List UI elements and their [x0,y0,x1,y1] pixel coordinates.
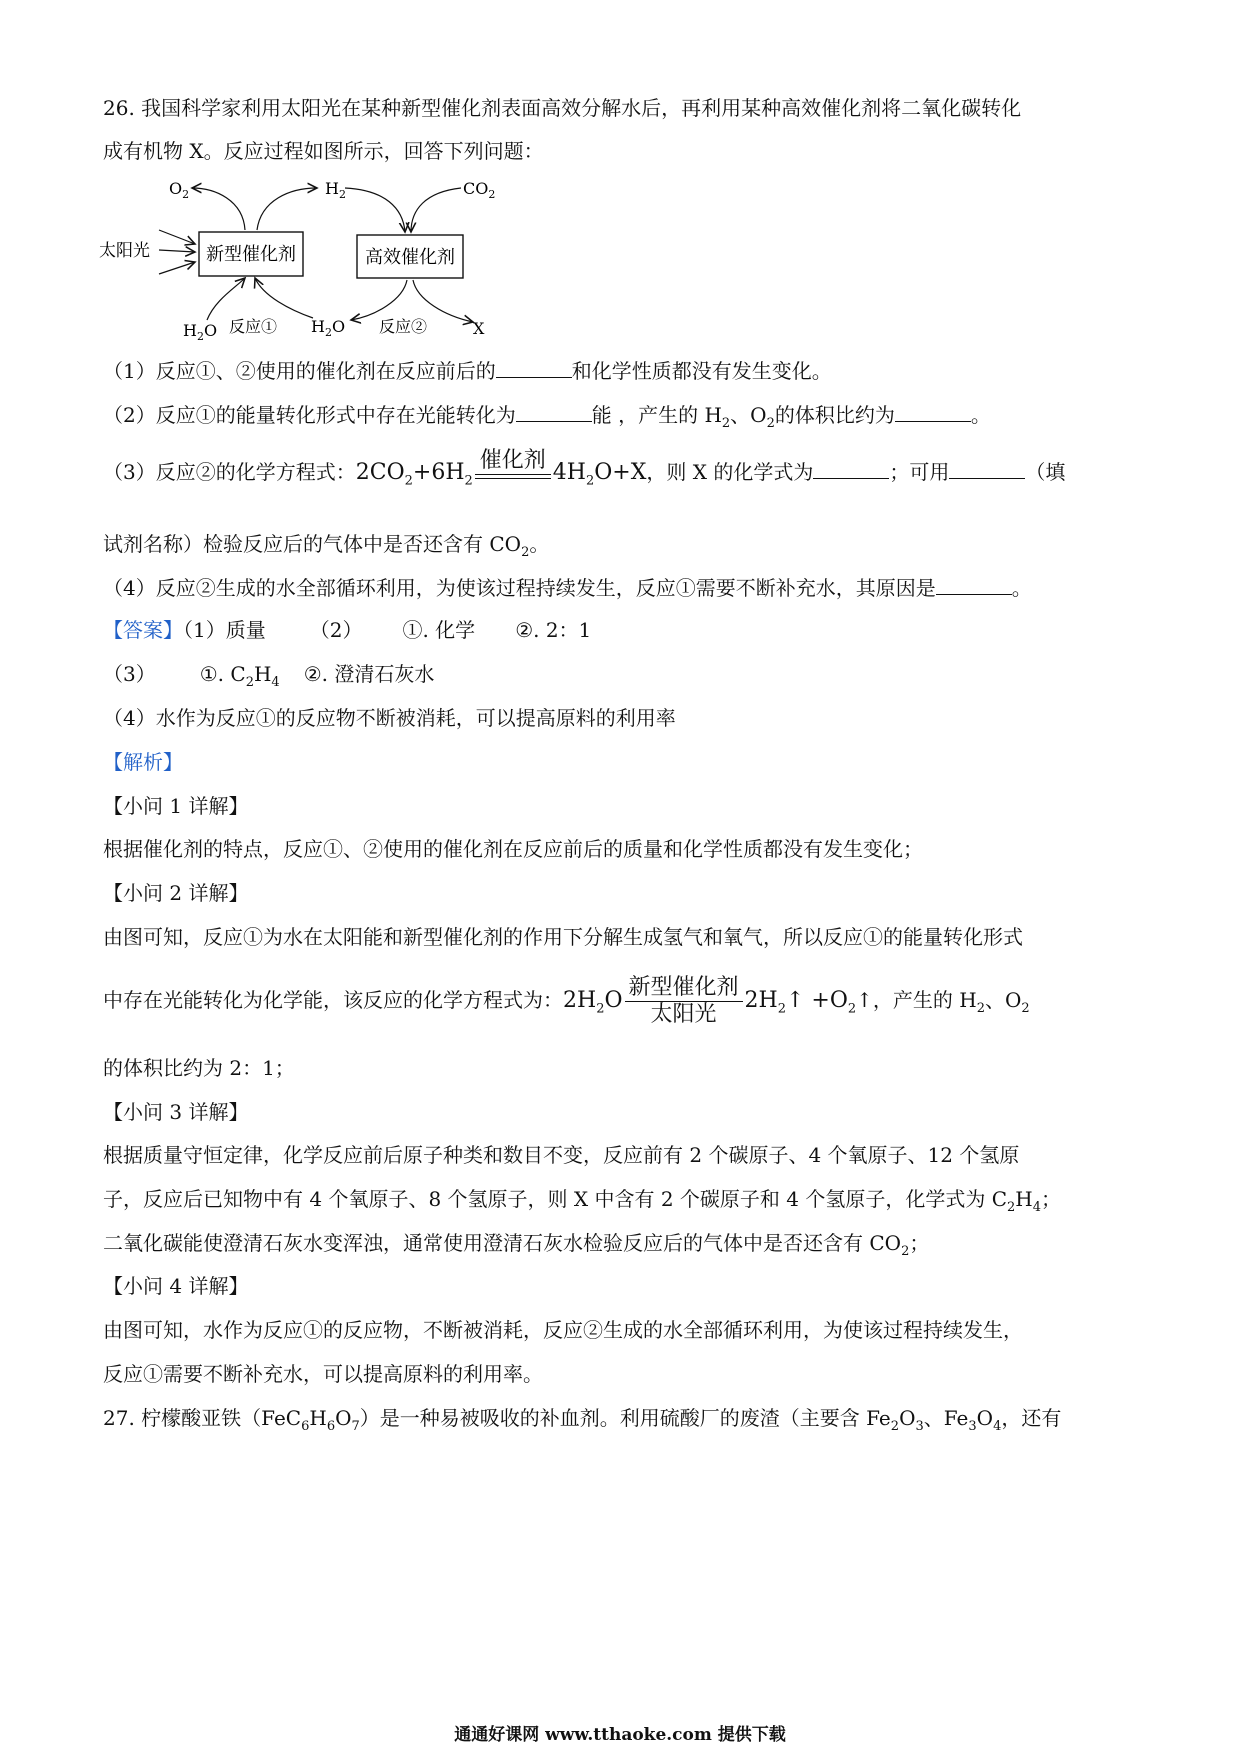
q3-line-2: 试剂名称）检验反应后的气体中是否还含有 $CO_2$。 [103,532,550,560]
reaction2-label: 反应② [379,317,428,336]
sunlight-label: 太阳光 [99,241,150,261]
catalyst-new-label: 新型催化剂 [206,244,296,265]
reaction-diagram [95,170,535,345]
p2-eq-bot-label: 太阳光 [650,1002,717,1027]
q3-blank-2[interactable] [949,460,1025,479]
analysis-p2a: 由图可知，反应①为水在太阳能和新型催化剂的作用下分解生成氢气和氧气，所以反应①的能量转化形式 [103,925,1023,949]
analysis-p3a: 根据质量守恒定律，化学反应前后原子种类和数目不变，反应前有 2 个碳原子、4 个氧原子、12 个氢原 [103,1143,1020,1167]
co2-label: $CO_2$ [463,179,496,201]
answer-line-2: （3） ①. $C_2H_4$ ②. 澄清石灰水 [103,662,435,690]
h2-label: $H_2$ [325,179,346,201]
analysis-p4b: 反应①需要不断补充水，可以提高原料的利用率。 [103,1362,543,1386]
q1-blank[interactable] [496,359,572,378]
question-line-2: 成有机物 X。反应过程如图所示，回答下列问题： [103,139,544,163]
analysis-p1: 根据催化剂的特点，反应①、②使用的催化剂在反应前后的质量和化学性质都没有发生变化； [103,837,923,861]
p2-eq-top-label: 新型催化剂 [628,975,739,1000]
analysis-p2c: 的体积比约为 2：1； [103,1056,295,1080]
q4-blank[interactable] [936,576,1012,595]
answer-line-1: 【答案】（1）质量 （2） ①. 化学 ②. 2：1 [103,618,592,642]
analysis-p3b: 子，反应后已知物中有 4 个氧原子、8 个氢原子，则 X 中含有 2 个碳原子和 4 个氢原子，化学式为 $C_2H_4$； [103,1187,1062,1215]
answer-line-3: （4）水作为反应①的反应物不断被消耗，可以提高原料的利用率 [103,706,676,730]
reaction1-label: 反应① [229,317,278,336]
q3-catalyst-label: 催化剂 [479,448,546,473]
h2o-left-label: $H_2O$ [183,321,218,343]
analysis-h4: 【小问 4 详解】 [103,1274,249,1298]
q2-blank-1[interactable] [516,403,592,422]
q3-blank-1[interactable] [813,460,889,479]
question-line-1: 26. 我国科学家利用太阳光在某种新型催化剂表面高效分解水后，再利用某种高效催化剂将二氧化碳转化 [103,96,1022,120]
analysis-h3: 【小问 3 详解】 [103,1100,249,1124]
analysis-h1: 【小问 1 详解】 [103,794,249,818]
analysis-p3c: 二氧化碳能使澄清石灰水变浑浊，通常使用澄清石灰水检验反应后的气体中是否还含有 $CO_2$； [103,1231,930,1259]
analysis-p4a: 由图可知，水作为反应①的反应物，不断被消耗，反应②生成的水全部循环利用，为使该过程持续发生， [103,1318,1023,1342]
q2-blank-2[interactable] [895,403,971,422]
q1: （1）反应①、②使用的催化剂在反应前后的 和化学性质都没有发生变化。 [103,359,832,383]
catalyst-efficient-label: 高效催化剂 [365,247,455,268]
h2o-mid-label: $H_2O$ [311,317,346,339]
q2: （2）反应①的能量转化形式中存在光能转化为 能 ，产生的 $H_2$、$O_2$的体积比约为 。 [103,403,991,431]
analysis-p2b: 中存在光能转化为化学能，该反应的化学方程式为：$2H_2O$ 新型催化剂 太阳光 $2H_2↑$ $+O_2↑$，产生的 $H_2$、$O_2$ [103,975,1030,1027]
q4: （4）反应②生成的水全部循环利用，为使该过程持续发生，反应①需要不断补充水，其原因是 。 [103,576,1032,600]
footer-watermark: 通通好课网 www.tthaoke.com 提供下载 [454,1725,786,1745]
answer-tag: 【答案】 [103,618,183,642]
next-question: 27. 柠檬酸亚铁$(FeC_6H_6O_7)$是一种易被吸收的补血剂。利用硫酸厂的废渣（主要含 $Fe_2O_3$、$Fe_3O_4$，还有 [103,1406,1062,1434]
analysis-h2: 【小问 2 详解】 [103,881,249,905]
analysis-tag: 【解析】 [103,750,183,774]
q3: （3）反应②的化学方程式：$2CO_2+6H_2$ 催化剂 $4H_2O+X$，则 X 的化学式为 ；可用 （填 [103,448,1066,489]
o2-label: $O_2$ [169,179,190,201]
x-label: X [473,319,485,338]
